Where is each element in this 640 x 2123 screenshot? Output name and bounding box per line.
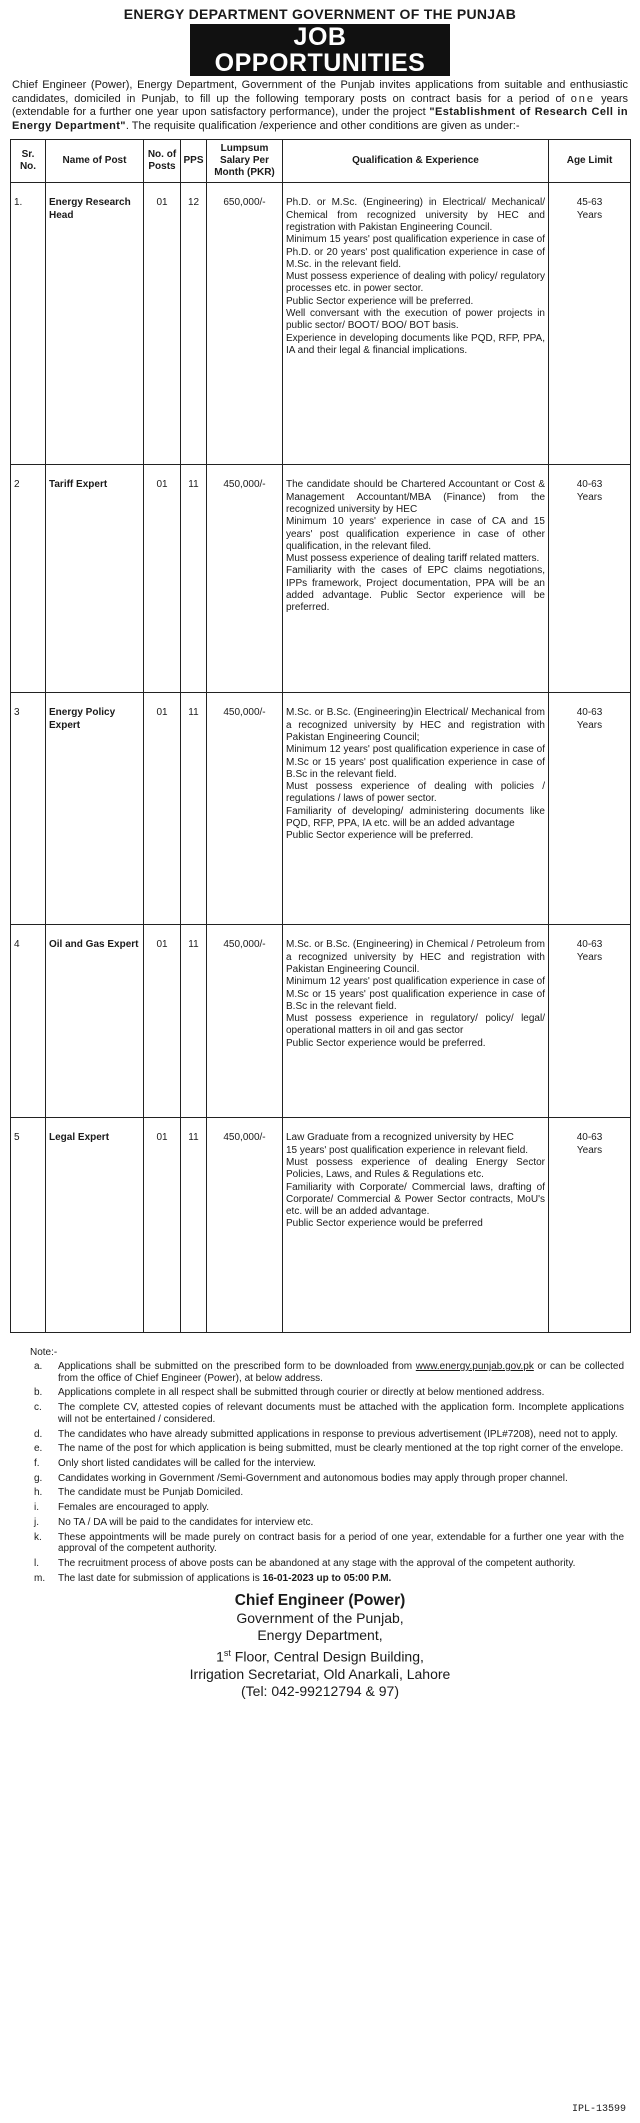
department-heading: ENERGY DEPARTMENT GOVERNMENT OF THE PUNJAB: [123, 6, 517, 22]
note-text: The candidate must be Punjab Domiciled.: [58, 1487, 244, 1499]
cell-num: 01: [144, 465, 181, 693]
cell-age: [549, 183, 631, 465]
note-text: No TA / DA will be paid to the candidates for interview etc.: [58, 1516, 314, 1528]
qual-line: Minimum 10 years' experience in case of CA and 15 years' post qualification experience in case of other qualification, in the relevant filed.: [286, 516, 545, 552]
deadline-up-to: up to: [313, 1572, 344, 1584]
qual-line: Minimum 12 years' post qualification experience in case of M.Sc or 15 years' post qualification experience in case of B.Sc in the relevant field.: [286, 744, 545, 780]
cell-age: [549, 925, 631, 1118]
note-letter: k.: [34, 1531, 42, 1543]
deadline-date: 16-01-2023: [262, 1572, 314, 1584]
reference-number: IPL-13599: [571, 2104, 626, 2115]
qual-line: Public Sector experience will be preferred.: [286, 295, 474, 307]
note-letter: c.: [34, 1402, 42, 1414]
note-item: [10, 1487, 630, 1499]
intro-project-name: "Establishment of Research Cell in Energy Department": [12, 106, 629, 132]
qual-line: Public Sector experience will be preferred.: [286, 830, 474, 842]
cell-salary: 450,000/-: [207, 1118, 283, 1333]
qual-line: Experience in developing documents like PQD, RFP, PPA, IA and their legal & financial implications.: [286, 332, 545, 356]
header-sr: Sr. No.: [11, 140, 46, 183]
cell-qualification: [283, 1118, 549, 1333]
cell-num: 01: [144, 693, 181, 925]
note-text: [58, 1361, 630, 1384]
note-text: Applications complete in all respect shall be submitted through courier or directly at below mentioned address.: [58, 1387, 545, 1399]
note-item: [10, 1402, 630, 1425]
page-title: JOB OPPORTUNITIES: [190, 24, 450, 76]
qual-line: 15 years' post qualification experience in relevant field.: [286, 1144, 529, 1156]
cell-pps: 12: [181, 183, 207, 465]
floor-rest: Floor, Central Design Building,: [230, 1648, 424, 1665]
qual-line: Minimum 12 years' post qualification experience in case of M.Sc or 15 years' post qualification experience in case of B.Sc in the relevant field.: [286, 976, 545, 1012]
table-row: [11, 1118, 631, 1333]
note-item: [10, 1573, 630, 1585]
note-letter: h.: [34, 1487, 43, 1499]
note-letter: l.: [34, 1557, 39, 1569]
note-item: [10, 1517, 630, 1529]
note-item: [10, 1532, 630, 1555]
cell-num: 01: [144, 925, 181, 1118]
cell-post: Legal Expert: [46, 1118, 144, 1333]
header-post: Name of Post: [46, 140, 144, 183]
cell-salary: 650,000/-: [207, 183, 283, 465]
cell-post: Energy Policy Expert: [46, 693, 144, 925]
table-row: [11, 925, 631, 1118]
qual-line: Law Graduate from a recognized university by HEC: [286, 1132, 514, 1144]
note-letter: e.: [34, 1443, 43, 1455]
note-letter: b.: [34, 1387, 43, 1399]
qual-line: Minimum 15 years' post qualification experience in case of Ph.D. or 20 years' post qualification experience in case of M.Sc. in the relevant field.: [286, 234, 545, 270]
qual-line: Must possess experience of dealing Energy Sector Policies, Laws, and Rules & Regulations etc.: [286, 1156, 545, 1181]
cell-age: [549, 693, 631, 925]
note-letter: j.: [34, 1516, 39, 1528]
age-range: 40-63: [576, 479, 603, 491]
note-item: [10, 1429, 630, 1441]
age-unit: Years: [576, 1144, 603, 1156]
cell-age: [549, 465, 631, 693]
note-item: [10, 1443, 630, 1455]
note-a-text-2: or can be collected from the office of Chief Engineer (Power), at below address.: [58, 1361, 624, 1384]
intro-paragraph: [10, 79, 630, 133]
notes-title: Note:-: [30, 1347, 58, 1359]
cell-pps: 11: [181, 465, 207, 693]
note-text: Females are encouraged to apply.: [58, 1502, 210, 1514]
cell-salary: 450,000/-: [207, 693, 283, 925]
qual-line: Public Sector experience would be preferred.: [286, 1037, 486, 1049]
cell-sr: 4: [11, 925, 46, 1118]
deadline-time: 05:00 P.M.: [343, 1572, 392, 1584]
age-unit: Years: [576, 951, 603, 963]
floor-suffix: st: [223, 1647, 231, 1658]
note-letter: m.: [34, 1572, 46, 1584]
table-row: [11, 183, 631, 465]
header-num: No. of Posts: [144, 140, 181, 183]
note-a-text: Applications shall be submitted on the prescribed form to be downloaded from: [58, 1361, 416, 1373]
qual-line: M.Sc. or B.Sc. (Engineering) in Chemical / Petroleum from a recognized university by HEC and registration with Pakistan Engineering Council.: [286, 939, 545, 975]
note-item: [10, 1473, 630, 1485]
age-range: 40-63: [576, 939, 603, 951]
cell-sr: 1.: [11, 183, 46, 465]
note-letter: f.: [34, 1458, 40, 1469]
note-text: The recruitment process of above posts can be abandoned at any stage with the approval of the competent authority.: [58, 1557, 576, 1569]
note-text: These appointments will be made purely on contract basis for a period of one year, extendable for a further one year with the approval of the competent authority.: [58, 1531, 624, 1555]
table-row: [11, 465, 631, 693]
cell-pps: 11: [181, 1118, 207, 1333]
header-age: Age Limit: [549, 140, 631, 183]
qual-line: Must possess experience in regulatory/ policy/ legal/ operational matters in oil and gas sector: [286, 1013, 545, 1037]
intro-text-1: Chief Engineer (Power), Energy Department, Government of the Punjab invites applications from suitable and enthusiastic candidates, domiciled in Punjab, to fill up the following temporary posts on contract basis for a period of: [12, 79, 628, 105]
qual-line: M.Sc. or B.Sc. (Engineering)in Electrical/ Mechanical from a recognized university by HEC and registration with Pakistan Engineering Council;: [286, 707, 545, 743]
intro-text-2: years (extendable for a further one year upon satisfactory performance), under the project: [12, 92, 628, 119]
note-item: [10, 1387, 630, 1399]
posts-table: [10, 139, 631, 1333]
address-line: [10, 1645, 630, 1666]
header-salary: Lumpsum Salary Per Month (PKR): [207, 140, 283, 183]
address-line: Irrigation Secretariat, Old Anarkali, Lahore: [189, 1665, 451, 1682]
cell-sr: 3: [11, 693, 46, 925]
age-unit: Years: [576, 491, 603, 503]
age-range: 45-63: [576, 197, 603, 209]
qual-line: Familiarity with the cases of EPC claims negotiations, IPPs framework, Project documentation, PPA will be an added advantage. Public Sector experience will be preferred.: [286, 565, 545, 614]
notes-section: [10, 1347, 630, 1584]
note-text: The name of the post for which application is being submitted, must be clearly mentioned at the top right corner of the envelope.: [58, 1443, 624, 1455]
note-text: The complete CV, attested copies of relevant documents must be attached with the application form. Incomplete applications will not be entertained / considered.: [58, 1402, 624, 1425]
contact-address: [10, 1592, 630, 1701]
cell-qualification: [283, 925, 549, 1118]
header-pps: PPS: [181, 140, 207, 183]
cell-sr: 5: [11, 1118, 46, 1333]
table-row: [11, 693, 631, 925]
intro-period: one: [570, 92, 596, 105]
age-range: 40-63: [576, 1132, 603, 1144]
qual-line: Familiarity with Corporate/ Commercial laws, drafting of Corporate/ Commercial & Power Sector contracts, MoU's etc. will be an added advantage.: [286, 1181, 545, 1218]
note-letter: g.: [34, 1472, 43, 1484]
cell-post: Energy Research Head: [46, 183, 144, 465]
qual-line: The candidate should be Chartered Accountant or Cost & Management Accountant/MBA (Finance) from the recognized university by HEC: [286, 479, 545, 515]
cell-post: Oil and Gas Expert: [46, 925, 144, 1118]
cell-num: 01: [144, 183, 181, 465]
qual-line: Well conversant with the execution of power projects in public sector/ BOOT/ BOO/ BOT basis.: [286, 308, 545, 332]
note-text: The candidates who have already submitted applications in response to previous advertisement (IPL#7208), need not to apply.: [58, 1428, 618, 1440]
cell-post: Tariff Expert: [46, 465, 144, 693]
cell-age: [549, 1118, 631, 1333]
note-text: Only short listed candidates will be called for the interview.: [58, 1458, 316, 1469]
note-item: [10, 1502, 630, 1514]
address-line: Government of the Punjab,: [236, 1609, 404, 1626]
cell-salary: 450,000/-: [207, 925, 283, 1118]
floor-number: 1: [216, 1648, 224, 1665]
qual-line: Must possess experience of dealing with policies / regulations / laws of power sector.: [286, 781, 545, 805]
qual-line: Must possess experience of dealing with policy/ regulatory processes etc. in power sector.: [286, 271, 545, 295]
cell-qualification: [283, 693, 549, 925]
cell-salary: 450,000/-: [207, 465, 283, 693]
qual-line: Must possess experience of dealing tariff related matters.: [286, 553, 540, 565]
address-line: Energy Department,: [257, 1627, 383, 1644]
cell-qualification: [283, 183, 549, 465]
deadline-text: The last date for submission of applications is: [58, 1572, 263, 1584]
age-unit: Years: [576, 719, 603, 731]
cell-pps: 11: [181, 925, 207, 1118]
qual-line: Ph.D. or M.Sc. (Engineering) in Electrical/ Mechanical/ Chemical from recognized university by HEC and registration with Pakistan Engineering Council.: [286, 197, 545, 233]
header-qualification: Qualification & Experience: [283, 140, 549, 183]
note-letter: d.: [34, 1428, 43, 1440]
note-text: [58, 1573, 630, 1585]
note-letter: i.: [34, 1502, 39, 1514]
note-item: [10, 1361, 630, 1384]
note-item: [10, 1458, 630, 1470]
age-range: 40-63: [576, 707, 603, 719]
telephone: (Tel: 042-99212794 & 97): [241, 1683, 399, 1700]
qual-line: Public Sector experience would be preferred: [286, 1218, 483, 1230]
cell-qualification: [283, 465, 549, 693]
cell-num: 01: [144, 1118, 181, 1333]
table-header-row: [11, 140, 631, 183]
office-title: Chief Engineer (Power): [234, 1592, 406, 1610]
age-unit: Years: [576, 209, 603, 221]
note-letter: a.: [34, 1361, 43, 1373]
note-text: Candidates working in Government /Semi-Government and autonomous bodies may apply through proper channel.: [58, 1472, 568, 1484]
cell-sr: 2: [11, 465, 46, 693]
note-item: [10, 1558, 630, 1570]
website-link[interactable]: www.energy.punjab.gov.pk: [415, 1361, 534, 1373]
cell-pps: 11: [181, 693, 207, 925]
qual-line: Familiarity of developing/ administering documents like PQD, RFP, PPA, IA etc. will be an added advantage: [286, 805, 545, 830]
intro-text-3: . The requisite qualification /experience and other conditions are given as under:-: [125, 119, 520, 132]
